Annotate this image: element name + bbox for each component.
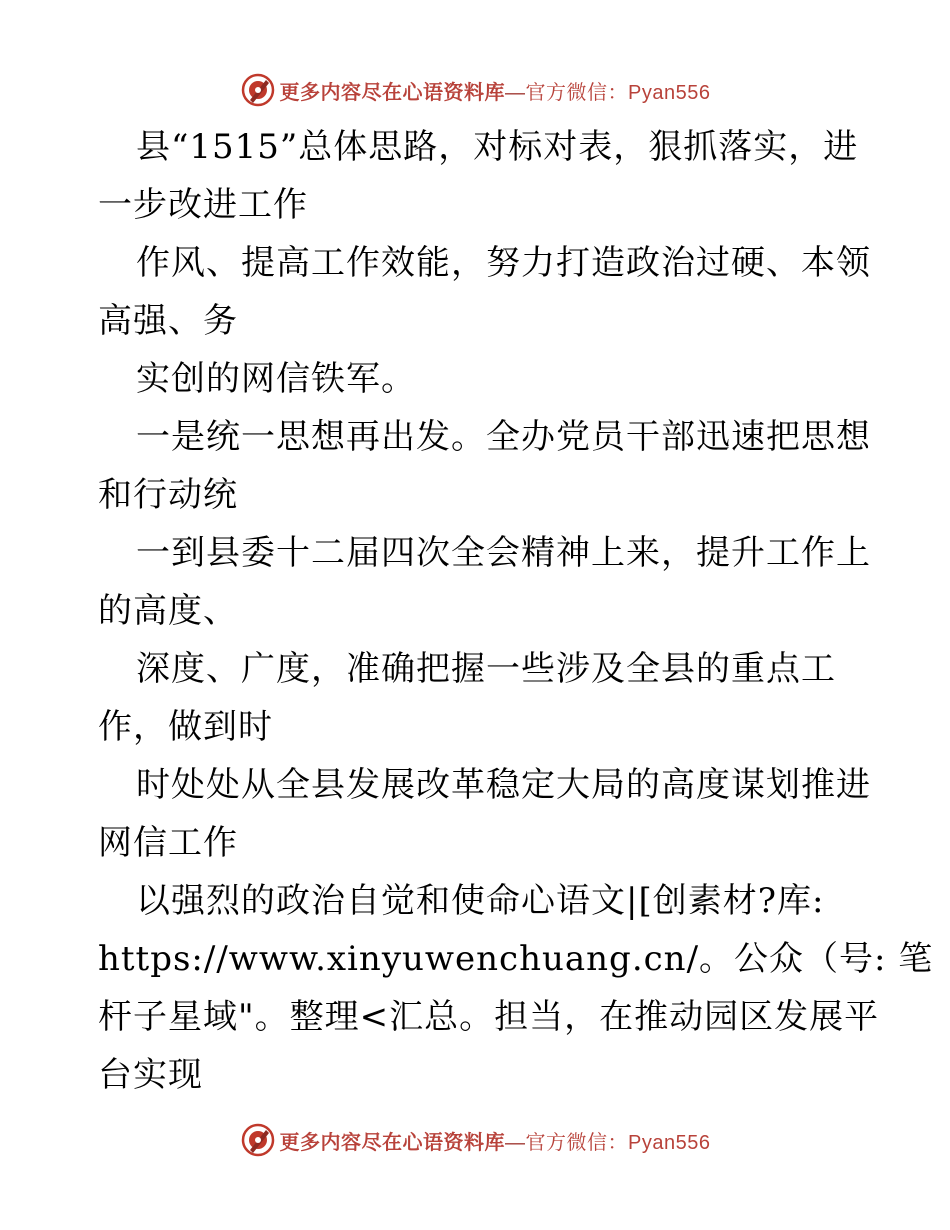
body-text-line: 高强、务 xyxy=(98,301,238,341)
footer-banner-text xyxy=(280,1126,711,1155)
footer-separator: — xyxy=(505,1131,526,1154)
body-text-line: https://www.xinyuwenchuang.cn/。公众（号: 笔 xyxy=(98,939,934,979)
body-text-line: 一是统一思想再出发。全办党员干部迅速把思想 xyxy=(136,417,871,457)
footer-lead-text: 更多内容尽在心语资料库 xyxy=(279,1131,506,1154)
footer-wechat-label: 官方微信： xyxy=(525,1131,629,1154)
body-text-line: 县“1515”总体思路，对标对表，狠抓落实，进 xyxy=(136,127,859,167)
pen-logo-icon xyxy=(240,72,276,108)
header-wechat-label: 官方微信： xyxy=(525,81,629,104)
footer-wechat-id: Pyan556 xyxy=(628,1131,711,1154)
header-wechat-id: Pyan556 xyxy=(628,81,711,104)
header-lead-text: 更多内容尽在心语资料库 xyxy=(279,81,506,104)
body-text-line: 网信工作 xyxy=(98,823,238,863)
body-text-line: 和行动统 xyxy=(98,475,238,515)
header-banner xyxy=(0,70,950,110)
body-text-line: 以强烈的政治自觉和使命心语文|[创素材?库: xyxy=(136,881,825,921)
body-text-line: 实创的网信铁军。 xyxy=(136,359,416,399)
body-text-line: 作，做到时 xyxy=(98,707,273,747)
footer-banner xyxy=(0,1120,950,1160)
body-text-line: 一步改进工作 xyxy=(98,185,308,225)
body-text-line: 的高度、 xyxy=(98,591,238,631)
body-text-line: 一到县委十二届四次全会精神上来，提升工作上 xyxy=(136,533,871,573)
body-text-line: 杆子星域"。整理<汇总。担当，在推动园区发展平 xyxy=(98,997,880,1037)
body-text-line: 深度、广度，准确把握一些涉及全县的重点工 xyxy=(136,649,836,689)
header-banner-text xyxy=(280,76,711,105)
header-separator: — xyxy=(505,81,526,104)
pen-logo-icon xyxy=(240,1122,276,1158)
document-body xyxy=(98,118,934,1104)
body-text-line: 台实现 xyxy=(98,1055,203,1095)
body-text-line: 时处处从全县发展改革稳定大局的高度谋划推进 xyxy=(136,765,871,805)
body-text-line: 作风、提高工作效能，努力打造政治过硬、本领 xyxy=(136,243,871,283)
